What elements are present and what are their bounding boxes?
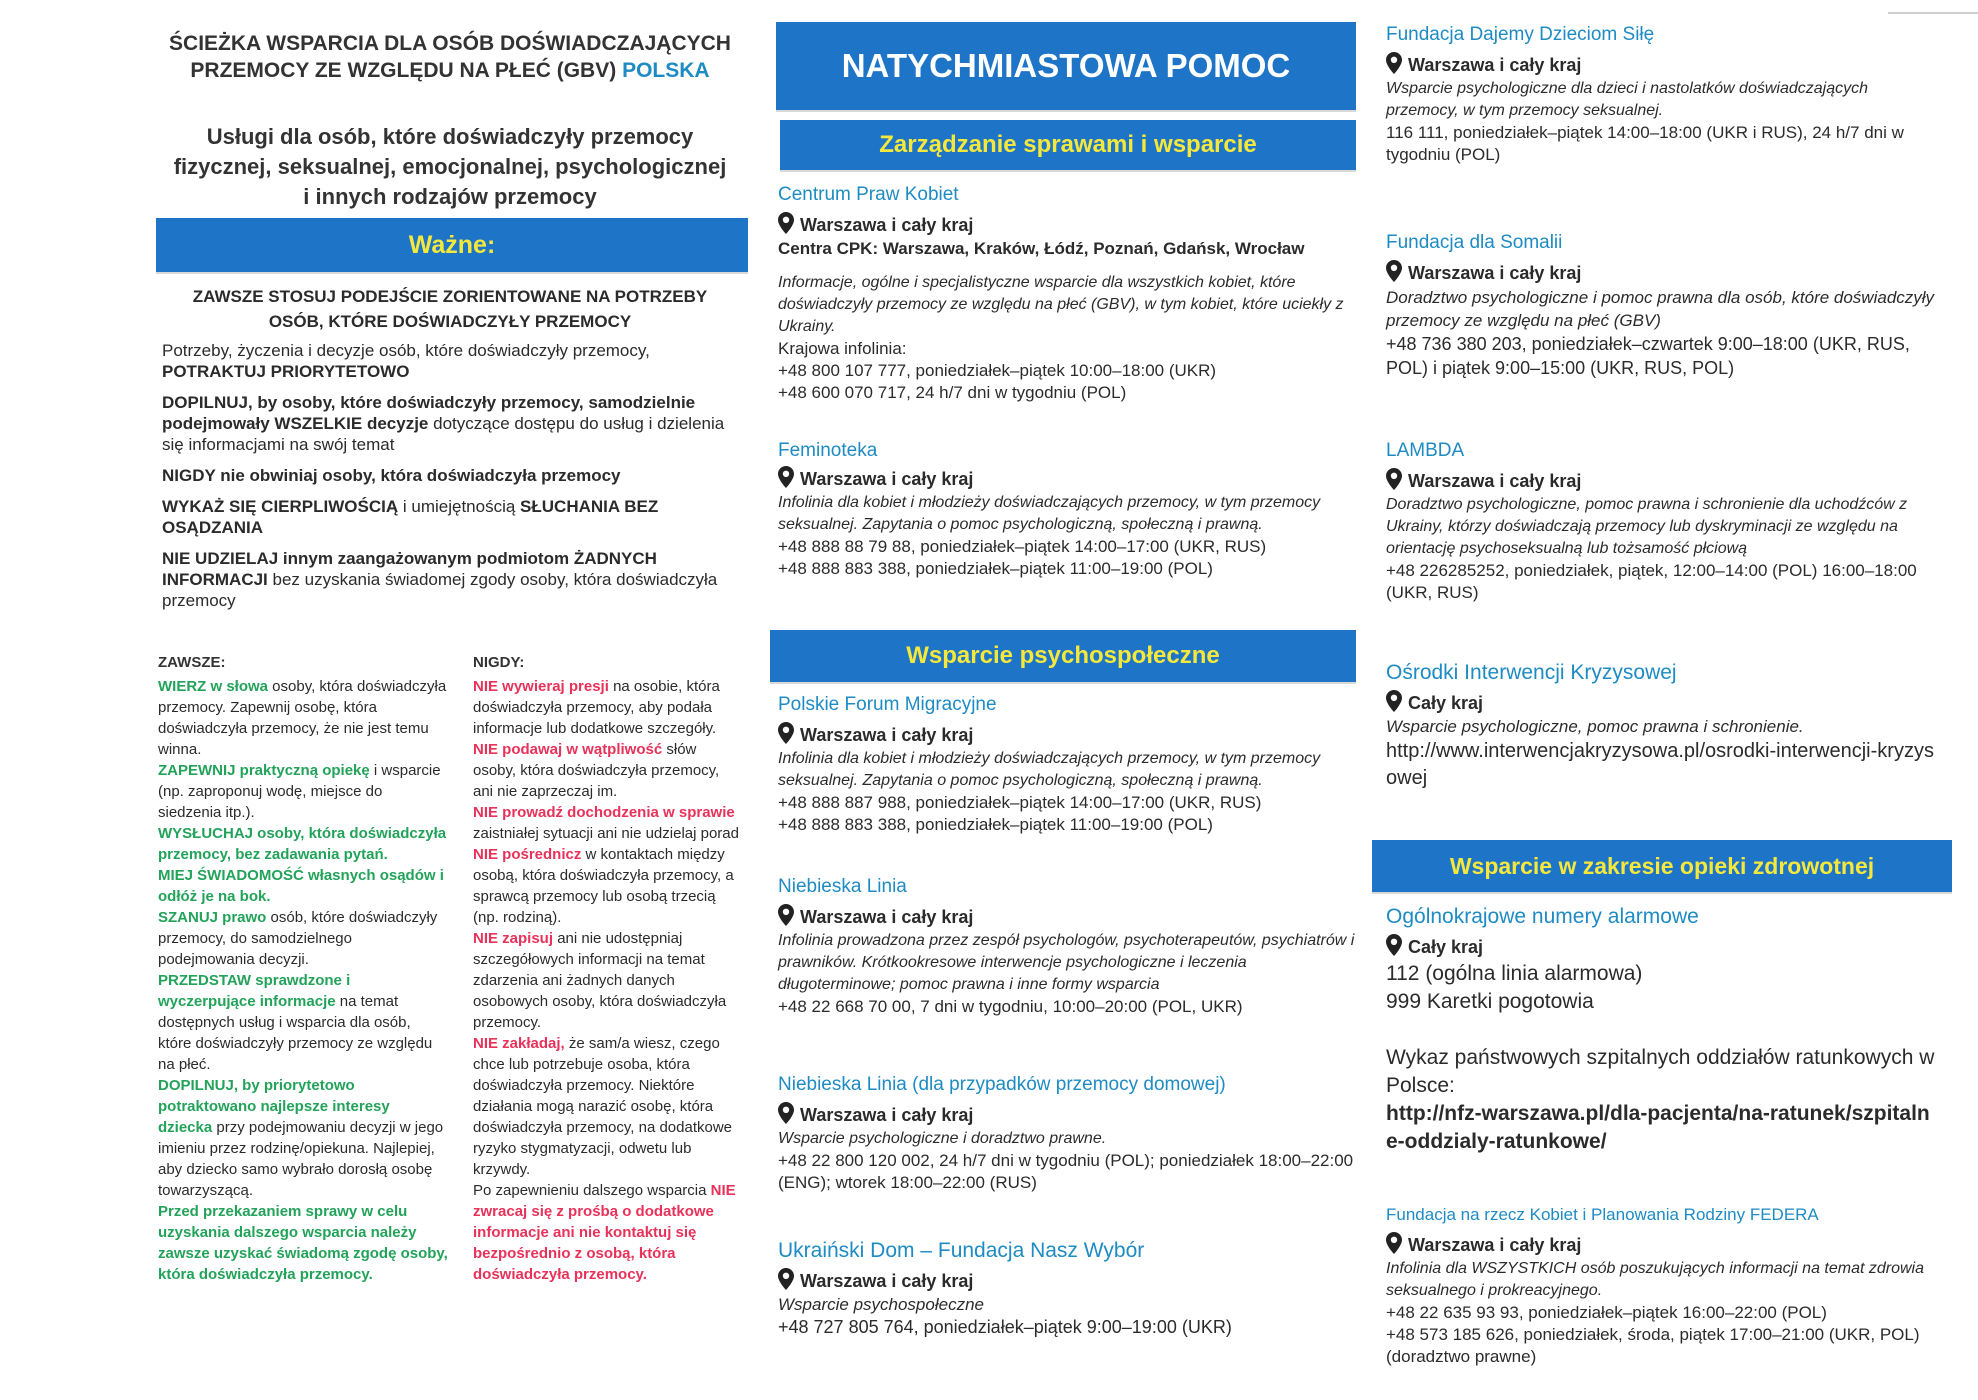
org-federa xyxy=(1386,1204,1936,1368)
org-location: Warszawa i cały kraj xyxy=(800,215,974,235)
org-description: Wsparcie psychologiczne i doradztwo prawne. xyxy=(778,1130,1107,1147)
org-location: Warszawa i cały kraj xyxy=(800,907,974,927)
important-item: NIGDY nie obwiniaj osoby, która doświadczyła przemocy xyxy=(162,466,621,485)
org-phone: +48 600 070 717, 24 h/7 dni w tygodniu (POL) xyxy=(778,383,1127,402)
org-description: Informacje, ogólne i specjalistyczne wsparcie dla wszystkich kobiet, które doświadczyły przemocy ze względu na płeć (GBV), w tym kobiet, które uciekły z Ukrainy. xyxy=(778,274,1344,335)
page-edge-line xyxy=(1888,12,1978,14)
org-centers: Centra CPK: Warszawa, Kraków, Łódź, Poznań, Gdańsk, Wrocław xyxy=(778,239,1305,258)
map-pin-icon xyxy=(778,212,794,234)
org-ukrainski-dom xyxy=(778,1240,1358,1338)
org-line: Krajowa infolinia: xyxy=(778,339,907,358)
org-name[interactable]: Feminoteka xyxy=(778,440,878,461)
org-location: Warszawa i cały kraj xyxy=(1408,471,1582,491)
org-dajemy-dzieciom-sile xyxy=(1386,24,1936,166)
org-description: Infolinia dla WSZYSTKICH osób poszukujących informacji na temat zdrowia seksualnego i prokreacyjnego. xyxy=(1386,1260,1924,1299)
org-name[interactable]: LAMBDA xyxy=(1386,440,1465,461)
never-item: NIE pośrednicz w kontaktach między osobą, która doświadczyła przemocy, a sprawcą przemocy lub osobą trzecią (np. rodziną). xyxy=(473,846,734,926)
title-line-1: ŚCIEŻKA WSPARCIA DLA OSÓB DOŚWIADCZAJĄCYCH xyxy=(169,32,731,55)
map-pin-icon xyxy=(1386,1232,1402,1254)
org-description: Infolinia dla kobiet i młodzieży doświadczających przemocy, w tym przemocy seksualnej. Zapytania o pomoc psychologiczną, społeczną i prawną. xyxy=(778,750,1321,789)
org-emergency-numbers xyxy=(1386,906,1936,1156)
never-item: NIE zakładaj, że sam/a wiesz, czego chce lub potrzebuje osoba, która doświadczyła przemocy. Niektóre działania mogą narazić osobę, która doświadczyła przemocy, na dodatkowe ryzyko stygmatyzacji, odwetu lub krzywdy. xyxy=(473,1035,733,1178)
map-pin-icon xyxy=(778,466,794,488)
never-item: NIE prowadź dochodzenia w sprawie zaistniałej sytuacji ani nie udzielaj porad xyxy=(473,804,739,842)
never-header: NIGDY: xyxy=(473,654,525,671)
always-list xyxy=(158,652,448,1285)
org-phone: 999 Karetki pogotowia xyxy=(1386,990,1594,1013)
map-pin-icon xyxy=(778,904,794,926)
important-heading-line-2: OSÓB, KTÓRE DOŚWIADCZYŁY PRZEMOCY xyxy=(268,312,632,331)
org-niebieska-linia-domestic xyxy=(778,1074,1358,1194)
map-pin-icon xyxy=(1386,690,1402,712)
org-phone: 116 111, poniedziałek–piątek 14:00–18:00 (UKR i RUS), 24 h/7 dni w tygodniu (POL) xyxy=(1386,123,1904,164)
map-pin-icon xyxy=(1386,468,1402,490)
always-item: ZAPEWNIJ praktyczną opiekę i wsparcie (np. zaproponuj wodę, miejsce do siedzenia itp.). xyxy=(158,762,441,821)
subtitle-line-1: Usługi dla osób, które doświadczyły przemocy xyxy=(206,124,694,149)
never-item: Po zapewnieniu dalszego wsparcia NIE zwracaj się z prośbą o dodatkowe informacje ani nie kontaktuj się bezpośrednio z osobą, która doświadczyła przemocy. xyxy=(473,1182,736,1283)
map-pin-icon xyxy=(1386,260,1402,282)
never-item: NIE wywieraj presji na osobie, która doświadczyła przemocy, aby podała informacje lub dodatkowe szczegóły. xyxy=(473,678,720,737)
org-description: Wsparcie psychologiczne, pomoc prawna i schronienie. xyxy=(1386,717,1804,736)
document-title xyxy=(150,30,750,84)
org-phone: +48 22 668 70 00, 7 dni w tygodniu, 10:00–20:00 (POL, UKR) xyxy=(778,997,1243,1016)
org-phone: +48 888 887 988, poniedziałek–piątek 14:00–17:00 (UKR, RUS) xyxy=(778,793,1262,812)
org-phone: 112 (ogólna linia alarmowa) xyxy=(1386,962,1643,985)
org-phone: +48 727 805 764, poniedziałek–piątek 9:00–19:00 (UKR) xyxy=(778,1317,1232,1337)
health-care-bar: Wsparcie w zakresie opieki zdrowotnej xyxy=(1372,840,1952,892)
org-phone: +48 888 883 388, poniedziałek–piątek 11:00–19:00 (POL) xyxy=(778,815,1213,834)
always-item: MIEJ ŚWIADOMOŚĆ własnych osądów i odłóż je na bok. xyxy=(158,867,444,905)
org-name[interactable]: Ogólnokrajowe numery alarmowe xyxy=(1386,905,1699,928)
org-location: Warszawa i cały kraj xyxy=(800,1271,974,1291)
subtitle-line-3: i innych rodzajów przemocy xyxy=(303,184,597,209)
map-pin-icon xyxy=(1386,52,1402,74)
org-location: Cały kraj xyxy=(1408,693,1484,713)
org-polskie-forum-migracyjne xyxy=(778,694,1358,836)
org-description: Infolinia dla kobiet i młodzieży doświadczających przemocy, w tym przemocy seksualnej. Zapytania o pomoc psychologiczną, społeczną i prawną. xyxy=(778,494,1321,533)
title-line-2: PRZEMOCY ZE WZGLĘDU NA PŁEĆ (GBV) xyxy=(190,59,617,82)
always-item: DOPILNUJ, by priorytetowo potraktowano najlepsze interesy dziecka przy podejmowaniu decyzji w jego imieniu przez rodzinę/opiekuna. Najlepiej, aby dziecko samo wybrało dorosłą osobę towarzyszącą. xyxy=(158,1077,444,1199)
org-name[interactable]: Fundacja Dajemy Dzieciom Siłę xyxy=(1386,24,1655,45)
title-country: POLSKA xyxy=(622,59,710,82)
org-phone: +48 226285252, poniedziałek, piątek, 12:00–14:00 (POL) 16:00–18:00 (UKR, RUS) xyxy=(1386,561,1917,602)
org-description: Infolinia prowadzona przez zespół psychologów, psychoterapeutów, psychiatrów i prawników. Krótkookresowe interwencje psychologiczne i leczenia długoterminowe; pomoc prawna i inne formy wsparcia xyxy=(778,932,1355,993)
psychosocial-bar: Wsparcie psychospołeczne xyxy=(770,630,1356,682)
important-heading xyxy=(150,284,750,334)
immediate-help-bar: NATYCHMIASTOWA POMOC xyxy=(776,22,1356,110)
org-description: Wsparcie psychologiczne dla dzieci i nastolatków doświadczających przemocy, w tym przemocy seksualnej. xyxy=(1386,80,1869,119)
important-bar: Ważne: xyxy=(156,218,748,272)
org-feminoteka xyxy=(778,440,1358,580)
org-name[interactable]: Niebieska Linia (dla przypadków przemocy domowej) xyxy=(778,1074,1226,1095)
org-niebieska-linia xyxy=(778,876,1358,1018)
map-pin-icon xyxy=(778,1102,794,1124)
never-list xyxy=(473,652,743,1400)
org-phone: +48 736 380 203, poniedziałek–czwartek 9:00–18:00 (UKR, RUS, POL) i piątek 9:00–15:00 (UKR, RUS, POL) xyxy=(1386,334,1910,378)
org-lambda xyxy=(1386,440,1936,604)
org-name[interactable]: Fundacja dla Somalii xyxy=(1386,232,1563,253)
important-item: DOPILNUJ, by osoby, które doświadczyły przemocy, samodzielnie podejmowały WSZELKIE decyzje dotyczące dostępu do usług i dzielenia się informacjami na swój temat xyxy=(162,393,725,454)
document-subtitle xyxy=(150,122,750,212)
map-pin-icon xyxy=(778,722,794,744)
org-name[interactable]: Ośrodki Interwencji Kryzysowej xyxy=(1386,661,1677,684)
org-name[interactable]: Ukraiński Dom – Fundacja Nasz Wybór xyxy=(778,1239,1145,1262)
org-location: Warszawa i cały kraj xyxy=(800,1105,974,1125)
org-phone: +48 888 88 79 88, poniedziałek–piątek 14:00–17:00 (UKR, RUS) xyxy=(778,537,1267,556)
always-item: PRZEDSTAW sprawdzone i wyczerpujące informacje na temat dostępnych usług i wsparcia dla osób, które doświadczyły przemocy ze względu na płeć. xyxy=(158,972,433,1073)
org-phone: +48 22 635 93 93, poniedziałek–piątek 16:00–22:00 (POL) xyxy=(1386,1303,1827,1322)
case-management-bar: Zarządzanie sprawami i wsparcie xyxy=(780,120,1356,170)
org-location: Warszawa i cały kraj xyxy=(1408,55,1582,75)
map-pin-icon xyxy=(1386,934,1402,956)
never-item: NIE podawaj w wątpliwość słów osoby, która doświadczyła przemocy, ani nie zaprzeczaj im. xyxy=(473,741,720,800)
important-list xyxy=(162,340,742,621)
org-location: Warszawa i cały kraj xyxy=(1408,263,1582,283)
map-pin-icon xyxy=(778,1268,794,1290)
org-phone: +48 22 800 120 002, 24 h/7 dni w tygodniu (POL); poniedziałek 18:00–22:00 (ENG); wtorek 18:00–22:00 (RUS) xyxy=(778,1151,1354,1192)
always-header: ZAWSZE: xyxy=(158,654,226,671)
org-osrodki-interwencji xyxy=(1386,662,1936,792)
org-location: Cały kraj xyxy=(1408,937,1484,957)
always-item: SZANUJ prawo osób, które doświadczyły przemocy, do samodzielnego podejmowania decyzji. xyxy=(158,909,438,968)
org-location: Warszawa i cały kraj xyxy=(800,725,974,745)
org-location: Warszawa i cały kraj xyxy=(800,469,974,489)
hospital-link[interactable]: http://nfz-warszawa.pl/dla-pacjenta/na-ratunek/szpitalne-oddzialy-ratunkowe/ xyxy=(1386,1102,1930,1153)
org-phone: +48 573 185 626, poniedziałek, środa, piątek 17:00–21:00 (UKR, POL) (doradztwo prawne) xyxy=(1386,1325,1920,1366)
org-name[interactable]: Polskie Forum Migracyjne xyxy=(778,694,997,715)
important-heading-line-1: ZAWSZE STOSUJ PODEJŚCIE ZORIENTOWANE NA POTRZEBY xyxy=(192,287,708,306)
never-item: NIE zapisuj ani nie udostępniaj szczegółowych informacji na temat zdarzenia ani żadnych danych osobowych osoby, która doświadczyła przemocy. xyxy=(473,930,727,1031)
org-location: Warszawa i cały kraj xyxy=(1408,1235,1582,1255)
org-description: Doradztwo psychologiczne, pomoc prawna i schronienie dla uchodźców z Ukrainy, którzy doświadczają przemocy lub dyskryminacji ze względu na orientację psychoseksualną lub tożsamość płciową xyxy=(1386,496,1908,557)
org-name[interactable]: Niebieska Linia xyxy=(778,876,907,897)
important-item: WYKAŻ SIĘ CIERPLIWOŚCIĄ i umiejętnością SŁUCHANIA BEZ OSĄDZANIA xyxy=(162,497,659,537)
org-phone: +48 800 107 777, poniedziałek–piątek 10:00–18:00 (UKR) xyxy=(778,361,1217,380)
org-centrum-praw-kobiet xyxy=(778,184,1358,404)
important-item: NIE UDZIELAJ innym zaangażowanym podmiotom ŻADNYCH INFORMACJI bez uzyskania świadomej zgody osoby, która doświadczyła przemocy xyxy=(162,549,718,610)
org-name[interactable]: Fundacja na rzecz Kobiet i Planowania Rodziny FEDERA xyxy=(1386,1205,1819,1224)
important-item: Potrzeby, życzenia i decyzje osób, które doświadczyły przemocy, POTRAKTUJ PRIORYTETOWO xyxy=(162,341,650,381)
org-description: Doradztwo psychologiczne i pomoc prawna dla osób, które doświadczyły przemocy ze względu na płeć (GBV) xyxy=(1386,288,1935,330)
always-item: WIERZ w słowa osoby, która doświadczyła przemocy. Zapewnij osobę, która doświadczyła przemocy, że nie jest temu winna. xyxy=(158,678,447,758)
always-item: Przed przekazaniem sprawy w celu uzyskania dalszego wsparcia należy zawsze uzyskać świadomą zgodę osoby, która doświadczyła przemocy. xyxy=(158,1203,448,1283)
subtitle-line-2: fizycznej, seksualnej, emocjonalnej, psychologicznej xyxy=(173,154,727,179)
org-link[interactable]: http://www.interwencjakryzysowa.pl/osrodki-interwencji-kryzysowej xyxy=(1386,740,1934,789)
org-phone: +48 888 883 388, poniedziałek–piątek 11:00–19:00 (POL) xyxy=(778,559,1213,578)
org-description: Wsparcie psychospołeczne xyxy=(778,1295,984,1314)
always-item: WYSŁUCHAJ osoby, która doświadczyła przemocy, bez zadawania pytań. xyxy=(158,825,447,863)
hospital-text: Wykaz państwowych szpitalnych oddziałów ratunkowych w Polsce: xyxy=(1386,1046,1935,1097)
org-name[interactable]: Centrum Praw Kobiet xyxy=(778,184,959,205)
org-fundacja-dla-somalii xyxy=(1386,232,1936,380)
